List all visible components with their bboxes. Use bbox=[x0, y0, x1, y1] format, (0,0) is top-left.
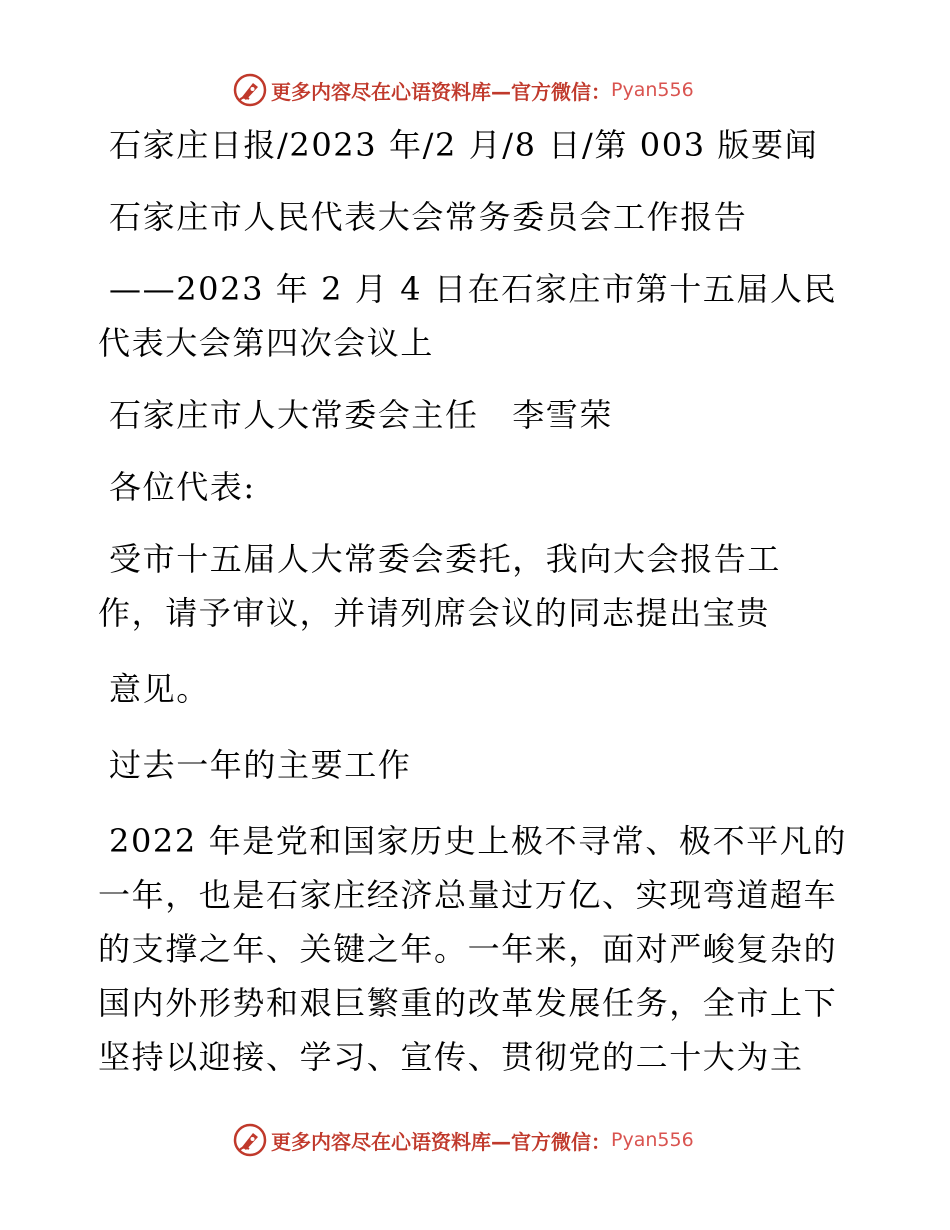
source-line: 石家庄日报/2023 年/2 月/8 日/第 003 版要闻 bbox=[109, 126, 819, 164]
watermark-contact: Pyan556 bbox=[611, 1129, 694, 1151]
document-body bbox=[98, 118, 858, 1084]
pen-tip-logo-icon bbox=[233, 73, 267, 107]
watermark-contact: Pyan556 bbox=[611, 79, 694, 101]
paragraph-1-line-2: 作，请予审议，并请列席会议的同志提出宝贵 bbox=[98, 594, 771, 632]
report-subtitle-line-2: 代表大会第四次会议上 bbox=[98, 324, 435, 362]
report-title: 石家庄市人民代表大会常务委员会工作报告 bbox=[109, 198, 748, 236]
watermark-text: 更多内容尽在心语资料库—官方微信： bbox=[271, 79, 611, 104]
section-heading: 过去一年的主要工作 bbox=[109, 746, 412, 784]
pen-tip-logo-icon bbox=[233, 1123, 267, 1157]
paragraph-1-line-3: 意见。 bbox=[109, 670, 210, 708]
speaker-line: 石家庄市人大常委会主任 李雪荣 bbox=[109, 396, 614, 434]
paragraph-2-line-1: 2022 年是党和国家历史上极不寻常、极不平凡的 bbox=[109, 822, 848, 860]
paragraph-2-line-4: 国内外形势和艰巨繁重的改革发展任务，全市上下 bbox=[98, 984, 838, 1022]
salutation: 各位代表: bbox=[109, 468, 256, 506]
paragraph-2-line-5: 坚持以迎接、学习、宣传、贯彻党的二十大为主 bbox=[98, 1038, 804, 1076]
report-subtitle-line-1: ——2023 年 2 月 4 日在石家庄市第十五届人民 bbox=[109, 270, 838, 308]
paragraph-1-line-1: 受市十五届人大常委会委托，我向大会报告工 bbox=[109, 540, 782, 578]
paragraph-2-line-2: 一年，也是石家庄经济总量过万亿、实现弯道超车 bbox=[98, 876, 838, 914]
watermark-text: 更多内容尽在心语资料库—官方微信： bbox=[271, 1129, 611, 1154]
paragraph-2-line-3: 的支撑之年、关键之年。一年来，面对严峻复杂的 bbox=[98, 930, 838, 968]
footer-watermark bbox=[233, 1122, 694, 1158]
header-watermark bbox=[233, 72, 694, 108]
